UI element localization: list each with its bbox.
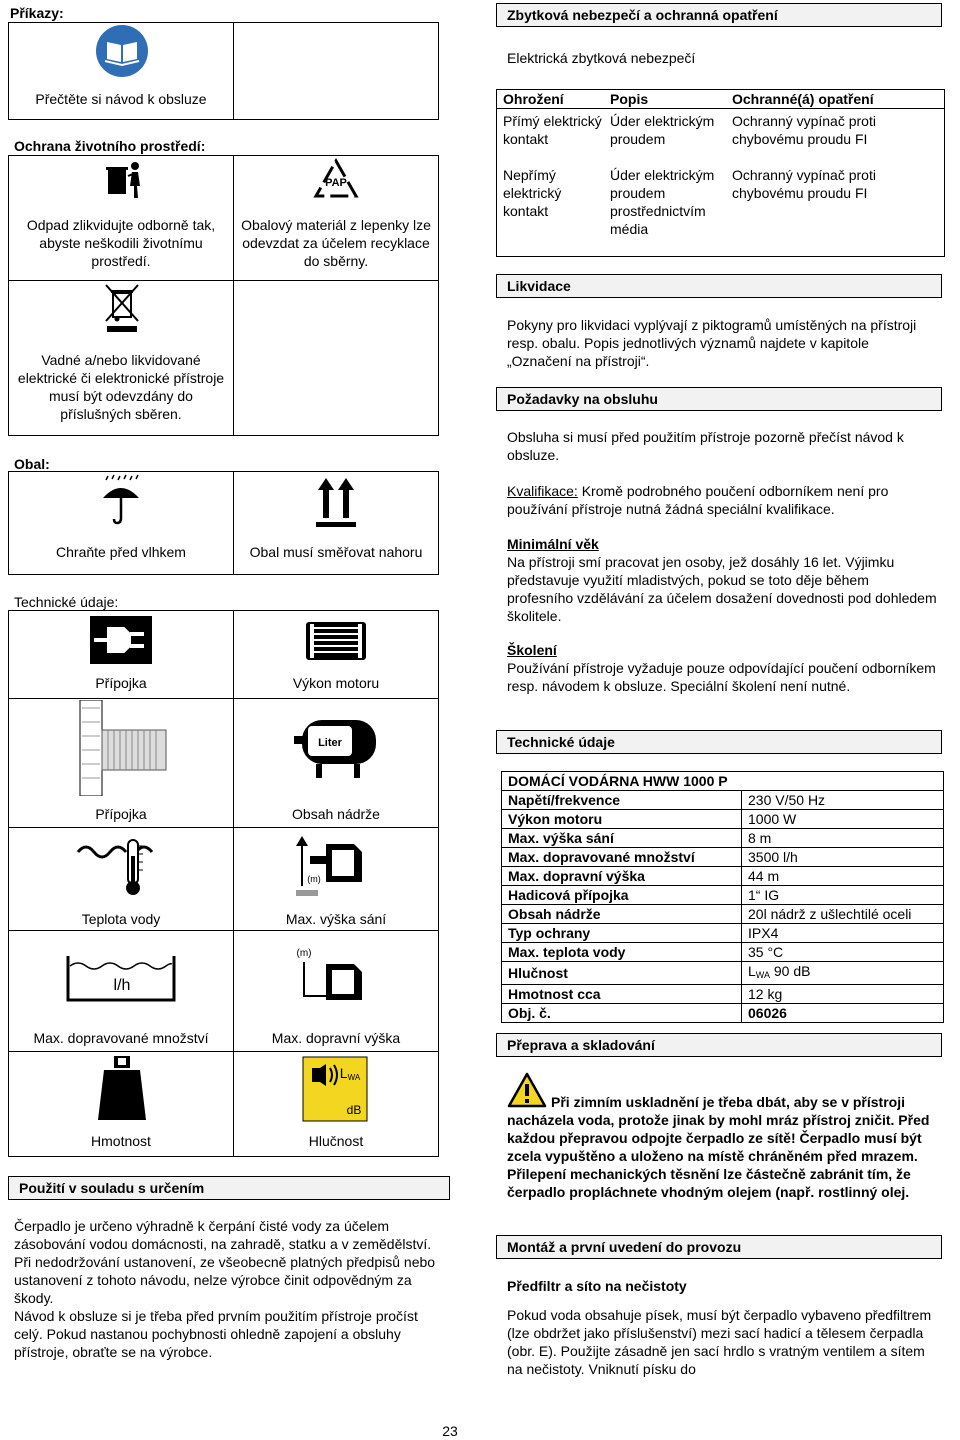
spec-value: 230 V/50 Hz bbox=[742, 791, 944, 810]
connection-label-1: Přípojka bbox=[95, 675, 147, 691]
this-side-up-icon bbox=[314, 476, 358, 528]
assembly-heading: Montáž a první uvedení do provozu bbox=[496, 1235, 942, 1259]
spec-value: 1000 W bbox=[742, 810, 944, 829]
disposal-heading: Likvidace bbox=[496, 274, 942, 298]
noise-level-icon bbox=[302, 1056, 368, 1122]
prefilter-heading: Předfiltr a síto na nečistoty bbox=[507, 1278, 687, 1294]
operation-text: Obsluha si musí před použitím přístroje pozorně přečíst návod k obsluze. bbox=[507, 429, 904, 463]
tech-specs-table bbox=[501, 771, 944, 1023]
suction-height-icon bbox=[292, 834, 376, 898]
spec-label: Typ ochrany bbox=[502, 924, 742, 943]
env-heading: Ochrana životního prostředí: bbox=[14, 138, 206, 154]
risk-row-1-measure: Ochranný vypínač proti chybovému proudu FI bbox=[732, 113, 876, 147]
intended-use-heading: Použití v souladu s určením bbox=[8, 1176, 450, 1200]
risk-header-measures: Ochranné(á) opatření bbox=[732, 91, 874, 107]
table-row bbox=[502, 810, 944, 829]
spec-label: Napětí/frekvence bbox=[502, 791, 742, 810]
noise-wa: WA bbox=[755, 970, 770, 980]
risk-row-1-hazard: Přímý elektrický kontakt bbox=[503, 113, 602, 147]
tank-capacity-label: Obsah nádrže bbox=[292, 806, 380, 822]
spec-label: Max. dopravní výška bbox=[502, 867, 742, 886]
table-row bbox=[502, 943, 944, 962]
spec-label: Max. výška sání bbox=[502, 829, 742, 848]
lwa-l-label: L bbox=[339, 1065, 348, 1081]
risk-row-2-hazard: Nepřímý elektrický kontakt bbox=[503, 167, 562, 219]
trash-bin-icon bbox=[104, 158, 144, 202]
qualification-paragraph bbox=[507, 482, 937, 518]
head-m-label: (m) bbox=[296, 948, 312, 959]
motor-icon bbox=[304, 620, 368, 662]
weee-text: Vadné a/nebo likvidované elektrické či elektronické přístroje musí být odevzdány do příslušných sběren. bbox=[17, 352, 225, 422]
spec-value: IPX4 bbox=[742, 924, 944, 943]
spec-label: Hlučnost bbox=[502, 962, 742, 985]
noise-l: L bbox=[748, 963, 756, 979]
noise-value: 90 dB bbox=[773, 963, 811, 979]
disposal-text: Pokyny pro likvidaci vyplývají z piktogramů umístěných na přístroji resp. obalu. Popis jednotlivých významů najdete v kapitole „Označení na přístroji“. bbox=[507, 317, 917, 369]
max-flow-label: Max. dopravované množství bbox=[33, 1030, 209, 1046]
tank-icon bbox=[292, 714, 382, 780]
table-row bbox=[502, 848, 944, 867]
spec-value-noise bbox=[742, 962, 944, 985]
prefilter-text: Pokud voda obsahuje písek, musí být čerpadlo vybaveno předfiltrem (lze obdržet jako příslušenství) mezi sací hadicí a tělesem čerpadla (obr. E). Použijte zásadně jen sací hrdlo s vratným ventilem a sítem na nečistoty. Vniknutí písku do bbox=[507, 1307, 932, 1377]
liter-label: Liter bbox=[318, 737, 342, 749]
table-row bbox=[502, 829, 944, 848]
spec-label: Max. dopravované množství bbox=[502, 848, 742, 867]
risk-table-divider bbox=[496, 108, 945, 109]
intended-use-text: Čerpadlo je určeno výhradně k čerpání čisté vody za účelem zásobování vodou domácnosti, na zahradě, statku a v zemědělství. Při nedodržování ustanovení, ze všeobecně platných předpisů nebo ustanovení z tohoto návodu, nelze výrobce činit odpovědným za škody. bbox=[14, 1218, 436, 1306]
risk-row-2-description: Úder elektrickým proudem prostřednictvím média bbox=[610, 167, 715, 237]
pap-label: PAP bbox=[325, 177, 347, 189]
weee-crossed-bin-icon bbox=[104, 283, 140, 333]
flow-rate-icon bbox=[66, 954, 178, 1004]
residual-hazards-heading: Zbytková nebezpečí a ochranná opatření bbox=[496, 3, 942, 27]
dispose-text: Odpad zlikvidujte odborně tak, abyste neškodili životnímu prostředí. bbox=[26, 217, 216, 269]
table-row bbox=[502, 791, 944, 810]
risk-row-1-description: Úder elektrickým proudem bbox=[610, 113, 715, 147]
lh-label: l/h bbox=[113, 977, 131, 994]
spec-value: 12 kg bbox=[742, 985, 944, 1004]
spec-value: 1“ IG bbox=[742, 886, 944, 905]
max-head-label: Max. dopravní výška bbox=[271, 1030, 401, 1046]
spec-value: 06026 bbox=[742, 1004, 944, 1023]
commands-heading: Příkazy: bbox=[10, 5, 64, 21]
electric-residual-subheading: Elektrická zbytková nebezpečí bbox=[507, 50, 696, 66]
plug-icon bbox=[90, 616, 152, 664]
hose-connection-icon bbox=[78, 700, 170, 796]
qualification-text: Kromě podrobného poučení odborníkem není pro používání přístroje nutná žádná speciální kvalifikace. bbox=[507, 483, 889, 517]
water-temp-label: Teplota vody bbox=[81, 911, 161, 927]
empty-cell-weee bbox=[233, 280, 439, 436]
min-age-text: Na přístroji smí pracovat jen osoby, jež dosáhly 16 let. Výjimku představuje využití mladistvých, pokud se toto děje během profesního vzdělávání za účelem dosažení dovednosti pod dohledem školitele. bbox=[507, 554, 937, 624]
suction-m-label: (m) bbox=[307, 874, 321, 884]
training-text: Používání přístroje vyžaduje pouze odpovídající poučení odborníkem resp. návodem k obsluze. Speciální školení není nutné. bbox=[507, 660, 936, 694]
spec-value: 44 m bbox=[742, 867, 944, 886]
spec-label: Obj. č. bbox=[502, 1004, 742, 1023]
table-row bbox=[502, 886, 944, 905]
empty-cell-top bbox=[233, 22, 439, 120]
read-manual-label: Přečtěte si návod k obsluze bbox=[35, 91, 207, 107]
spec-value: 8 m bbox=[742, 829, 944, 848]
tech-data-heading-left: Technické údaje: bbox=[14, 594, 119, 610]
transport-heading: Přeprava a skladování bbox=[496, 1033, 942, 1057]
spec-label: Max. teplota vody bbox=[502, 943, 742, 962]
table-row bbox=[502, 867, 944, 886]
spec-label: Obsah nádrže bbox=[502, 905, 742, 924]
tech-specs-title: DOMÁCÍ VODÁRNA HWW 1000 P bbox=[502, 772, 944, 791]
packaging-text: Obalový materiál z lepenky lze odevzdat za účelem recyklace do sběrny. bbox=[241, 217, 431, 269]
page-number: 23 bbox=[442, 1423, 458, 1439]
table-row bbox=[502, 985, 944, 1004]
operation-requirements-heading: Požadavky na obsluhu bbox=[496, 387, 942, 411]
recycle-pap-icon bbox=[310, 158, 362, 202]
db-label: dB bbox=[346, 1103, 362, 1117]
spec-value: 35 °C bbox=[742, 943, 944, 962]
qualification-label: Kvalifikace: bbox=[507, 483, 578, 499]
training-label: Školení bbox=[507, 642, 557, 658]
risk-header-description: Popis bbox=[610, 91, 649, 107]
risk-header-hazard: Ohrožení bbox=[503, 91, 564, 107]
spec-label: Hmotnost cca bbox=[502, 985, 742, 1004]
table-row bbox=[502, 924, 944, 943]
spec-label: Hadicová přípojka bbox=[502, 886, 742, 905]
risk-row-2-measure: Ochranný vypínač proti chybovému proudu FI bbox=[732, 167, 876, 201]
umbrella-rain-icon bbox=[100, 474, 142, 526]
intended-use-text-2: Návod k obsluze si je třeba před prvním použitím přístroje pročíst celý. Pokud nastanou pochybnosti ohledně zapojení a obsluhy přístroje, obraťte se na výrobce. bbox=[14, 1308, 418, 1360]
noise-label: Hlučnost bbox=[308, 1133, 364, 1149]
lwa-sub-label: WA bbox=[347, 1073, 361, 1082]
table-row bbox=[502, 1004, 944, 1023]
transport-text: Při zimním uskladnění je třeba dbát, aby se v přístroji nacházela voda, protože jinak by mohl mráz přístroj zničit. Před každou přepravou odpojte čerpadlo ze sítě! Čerpadlo musí být zcela vypuštěno a uloženo na místě chráněném před mrazem. Přilepení mechanických těsnění lze částečně zabránit tím, že čerpadlo propláchnete vhodným olejem (např. rostlinný olej. bbox=[507, 1094, 930, 1200]
tech-data-heading: Technické údaje bbox=[496, 730, 942, 754]
min-age-label: Minimální věk bbox=[507, 536, 599, 552]
spec-value: 3500 l/h bbox=[742, 848, 944, 867]
table-row bbox=[502, 905, 944, 924]
read-manual-icon bbox=[95, 24, 149, 78]
protect-moisture-label: Chraňte před vlhkem bbox=[56, 544, 186, 560]
spec-value: 20l nádrž z ušlechtilé oceli bbox=[742, 905, 944, 924]
this-side-up-label: Obal musí směřovat nahoru bbox=[249, 544, 423, 560]
table-row bbox=[502, 962, 944, 985]
weight-label: Hmotnost bbox=[91, 1133, 151, 1149]
motor-power-label: Výkon motoru bbox=[292, 675, 380, 691]
delivery-head-icon bbox=[292, 940, 376, 1006]
connection-label-2: Přípojka bbox=[95, 806, 147, 822]
spec-label: Výkon motoru bbox=[502, 810, 742, 829]
water-temperature-icon bbox=[76, 838, 172, 896]
weight-icon bbox=[96, 1054, 148, 1122]
packaging-heading: Obal: bbox=[14, 456, 50, 472]
max-suction-label: Max. výška sání bbox=[285, 911, 387, 927]
